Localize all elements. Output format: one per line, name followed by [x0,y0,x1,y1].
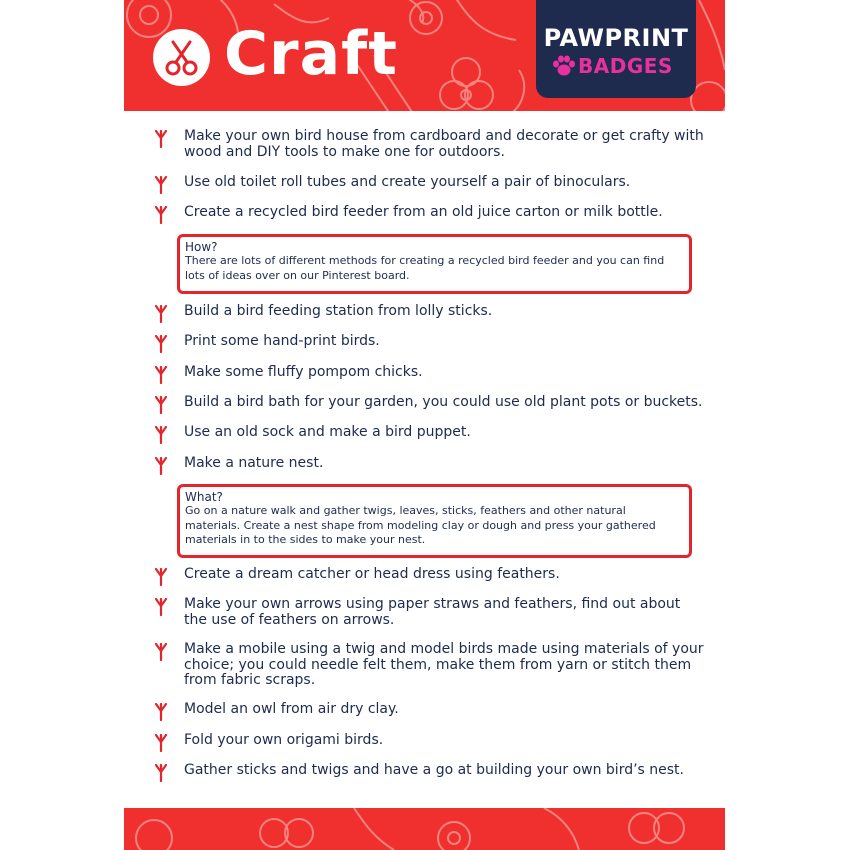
list-item-text: Make some fluffy pompom chicks. [184,364,423,380]
paw-icon [552,55,576,77]
bird-footprint-icon [154,734,168,752]
bird-footprint-icon [154,426,168,444]
bird-footprint-icon [154,206,168,224]
craft-page [124,0,725,850]
bird-footprint-icon [154,703,168,721]
list-item-text: Create a recycled bird feeder from an old juice carton or milk bottle. [184,204,663,220]
list-item-text: Build a bird feeding station from lolly sticks. [184,303,493,319]
list-item-text: Print some hand-print birds. [184,333,380,349]
logo-text-badges: BADGES [578,54,673,78]
info-box-title: How? [185,240,218,254]
list-item-text: Build a bird bath for your garden, you could use old plant pots or buckets. [184,394,703,410]
bird-footprint-icon [154,764,168,782]
how-info-box [177,234,692,294]
bird-footprint-icon [154,130,168,148]
logo-text-pawprint: PAWPRINT [543,24,689,52]
list-item-text: Make a nature nest. [184,455,324,471]
info-box-body: Go on a nature walk and gather twigs, leaves, sticks, feathers and other natural materials. Create a nest shape from modeling clay or dough and press your gathered materials in to the sides to make your nest. [185,504,656,547]
bird-footprint-icon [154,457,168,475]
bird-footprint-icon [154,396,168,414]
list-item-text: Make a mobile using a twig and model birds made using materials of your choice; you could needle felt them, make them from yarn or stitch them from fabric scraps. [184,641,704,688]
list-item-text: Create a dream catcher or head dress using feathers. [184,566,560,582]
bird-footprint-icon [154,335,168,353]
bird-footprint-icon [154,568,168,586]
list-item-text: Use old toilet roll tubes and create yourself a pair of binoculars. [184,174,631,190]
pawprint-badges-logo [536,0,696,98]
footer-banner [124,808,725,850]
list-item-text: Use an old sock and make a bird puppet. [184,424,471,440]
page-title: Craft [224,19,398,89]
bird-footprint-icon [154,176,168,194]
flower-pattern-decoration [124,808,725,850]
list-item-text: Make your own bird house from cardboard and decorate or get crafty with wood and DIY tools to make one for outdoors. [184,128,704,160]
list-item-text: Make your own arrows using paper straws and feathers, find out about the use of feathers on arrows. [184,596,681,628]
bird-footprint-icon [154,305,168,323]
scissors-icon [153,29,210,86]
craft-icon-badge [153,29,210,86]
info-box-title: What? [185,490,223,504]
info-box-body: There are lots of different methods for creating a recycled bird feeder and you can find lots of ideas over on our Pinterest board. [185,254,665,282]
list-item-text: Model an owl from air dry clay. [184,701,399,717]
bird-footprint-icon [154,366,168,384]
bird-footprint-icon [154,598,168,616]
list-item-text: Fold your own origami birds. [184,732,384,748]
header-banner [124,0,725,111]
bird-footprint-icon [154,643,168,661]
what-info-box [177,484,692,558]
list-item-text: Gather sticks and twigs and have a go at building your own bird’s nest. [184,762,685,778]
